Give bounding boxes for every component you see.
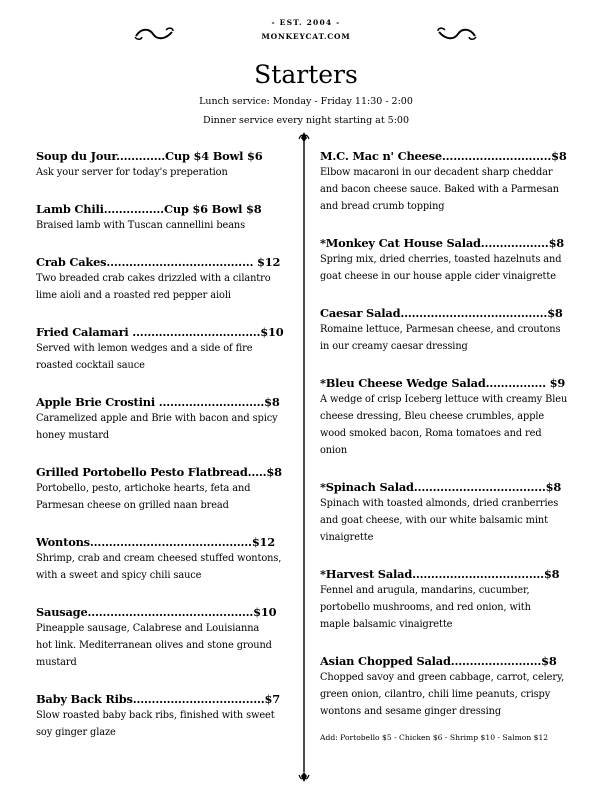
menu-item-description: hot link. Mediterranean olives and stone ground (36, 640, 272, 651)
menu-item-heading: Caesar Salad.......................................$8 (320, 306, 563, 320)
menu-item-description: Two breaded crab cakes drizzled with a cilantro (36, 273, 271, 284)
menu-item-description: Served with lemon wedges and a side of fire (36, 343, 253, 354)
menu-item-heading: Soup du Jour.............Cup $4 Bowl $6 (36, 149, 263, 163)
menu-item-heading: Crab Cakes....................................... $12 (36, 255, 281, 269)
menu-item-description: maple balsamic vinaigrette (320, 619, 453, 630)
addons-note: Add: Portobello $5 - Chicken $6 - Shrimp $10 - Salmon $12 (320, 733, 549, 742)
menu-item-description: Caramelized apple and Brie with bacon and spicy (36, 413, 278, 424)
menu-item-description: green onion, cilantro, chili lime peanuts, crispy (320, 689, 551, 700)
column-divider (298, 132, 310, 782)
menu-item-heading: Asian Chopped Salad........................$8 (320, 654, 557, 668)
menu-item (36, 691, 291, 741)
established-line: - EST. 2004 - (271, 18, 341, 27)
menu-item-heading: *Monkey Cat House Salad..................$8 (320, 236, 565, 250)
menu-item-description: onion (320, 445, 348, 456)
menu-item-description: lime aioli and a roasted red pepper aioli (36, 290, 231, 301)
menu-item-description: with a sweet and spicy chili sauce (36, 570, 202, 581)
menu-item (320, 653, 578, 720)
menu-item-description: Spring mix, dried cherries, toasted hazelnuts and (320, 254, 562, 265)
menu-item-description: wontons and sesame ginger dressing (320, 706, 502, 717)
left-menu-column (36, 148, 291, 741)
right-menu-column (320, 148, 578, 744)
menu-item (320, 375, 578, 459)
menu-item-description: Parmesan cheese on grilled naan bread (36, 500, 229, 511)
menu-item-description: A wedge of crisp Iceberg lettuce with creamy Bleu (320, 394, 568, 405)
menu-item-description: Pineapple sausage, Calabrese and Louisianna (36, 623, 260, 634)
menu-item (320, 305, 578, 355)
dinner-hours: Dinner service every night starting at 5:00 (202, 115, 410, 126)
menu-item (36, 464, 291, 514)
menu-item-heading: Baby Back Ribs...................................$7 (36, 692, 280, 706)
website-link[interactable]: MONKEYCAT.COM (261, 32, 351, 41)
menu-item-heading: *Spinach Salad...................................$8 (320, 480, 562, 494)
menu-item (320, 148, 578, 215)
menu-item-description: in our creamy caesar dressing (320, 341, 468, 352)
menu-item-heading: *Harvest Salad...................................$8 (320, 567, 560, 581)
menu-item-description: honey mustard (36, 430, 110, 441)
menu-item-description: Elbow macaroni in our decadent sharp cheddar (320, 167, 553, 178)
menu-item-description: Braised lamb with Tuscan cannellini beans (36, 220, 246, 231)
menu-item (36, 201, 291, 234)
menu-item (36, 394, 291, 444)
menu-item-heading: Lamb Chili................Cup $6 Bowl $8 (36, 202, 262, 216)
menu-item (36, 324, 291, 374)
lunch-hours: Lunch service: Monday - Friday 11:30 - 2:00 (199, 96, 413, 107)
menu-item-description: Fennel and arugula, mandarins, cucumber, (320, 585, 530, 596)
menu-item-description: Ask your server for today's preperation (36, 167, 228, 178)
menu-item-description: roasted cocktail sauce (36, 360, 145, 371)
page-title: Starters (254, 60, 358, 89)
menu-item-heading: Wontons...........................................$12 (36, 535, 275, 549)
menu-item-description: Romaine lettuce, Parmesan cheese, and croutons (320, 324, 561, 335)
menu-item-heading: Grilled Portobello Pesto Flatbread.....$8 (36, 465, 282, 479)
menu-item-heading: Apple Brie Crostini ............................$8 (36, 395, 280, 409)
menu-item-description: Shrimp, crab and cream cheesed stuffed wontons, (36, 553, 282, 564)
menu-item (36, 534, 291, 584)
menu-item-description: soy ginger glaze (36, 727, 116, 738)
menu-item (36, 604, 291, 671)
menu-item-description: mustard (36, 657, 77, 668)
menu-item-description: Slow roasted baby back ribs, finished with sweet (36, 710, 275, 721)
menu-item-description: cheese dressing, Bleu cheese crumbles, apple (320, 411, 545, 422)
menu-item-heading: Sausage............................................$10 (36, 605, 277, 619)
menu-item (320, 566, 578, 633)
menu-item (320, 235, 578, 285)
menu-item (36, 148, 291, 181)
menu-item-description: Chopped savoy and green cabbage, carrot, celery, (320, 672, 565, 683)
menu-item-description: vinaigrette (320, 532, 374, 543)
menu-item-description: and bacon cheese sauce. Baked with a Parmesan (320, 184, 559, 195)
menu-item-description: and bread crumb topping (320, 201, 445, 212)
menu-item-description: and goat cheese, with our white balsamic mint (320, 515, 548, 526)
menu-item-description: goat cheese in our house apple cider vinaigrette (320, 271, 556, 282)
menu-item-heading: Fried Calamari ..................................$10 (36, 325, 284, 339)
menu-item-heading: *Bleu Cheese Wedge Salad................ $9 (320, 376, 566, 390)
menu-item-description: wood smoked bacon, Roma tomatoes and red (320, 428, 542, 439)
menu-item-description: Spinach with toasted almonds, dried cranberries (320, 498, 559, 509)
menu-item-description: Portobello, pesto, artichoke hearts, feta and (36, 483, 251, 494)
menu-item-heading: M.C. Mac n' Cheese.............................$8 (320, 149, 567, 163)
menu-item-description: portobello mushrooms, and red onion, with (320, 602, 531, 613)
menu-item (320, 479, 578, 546)
menu-item (36, 254, 291, 304)
